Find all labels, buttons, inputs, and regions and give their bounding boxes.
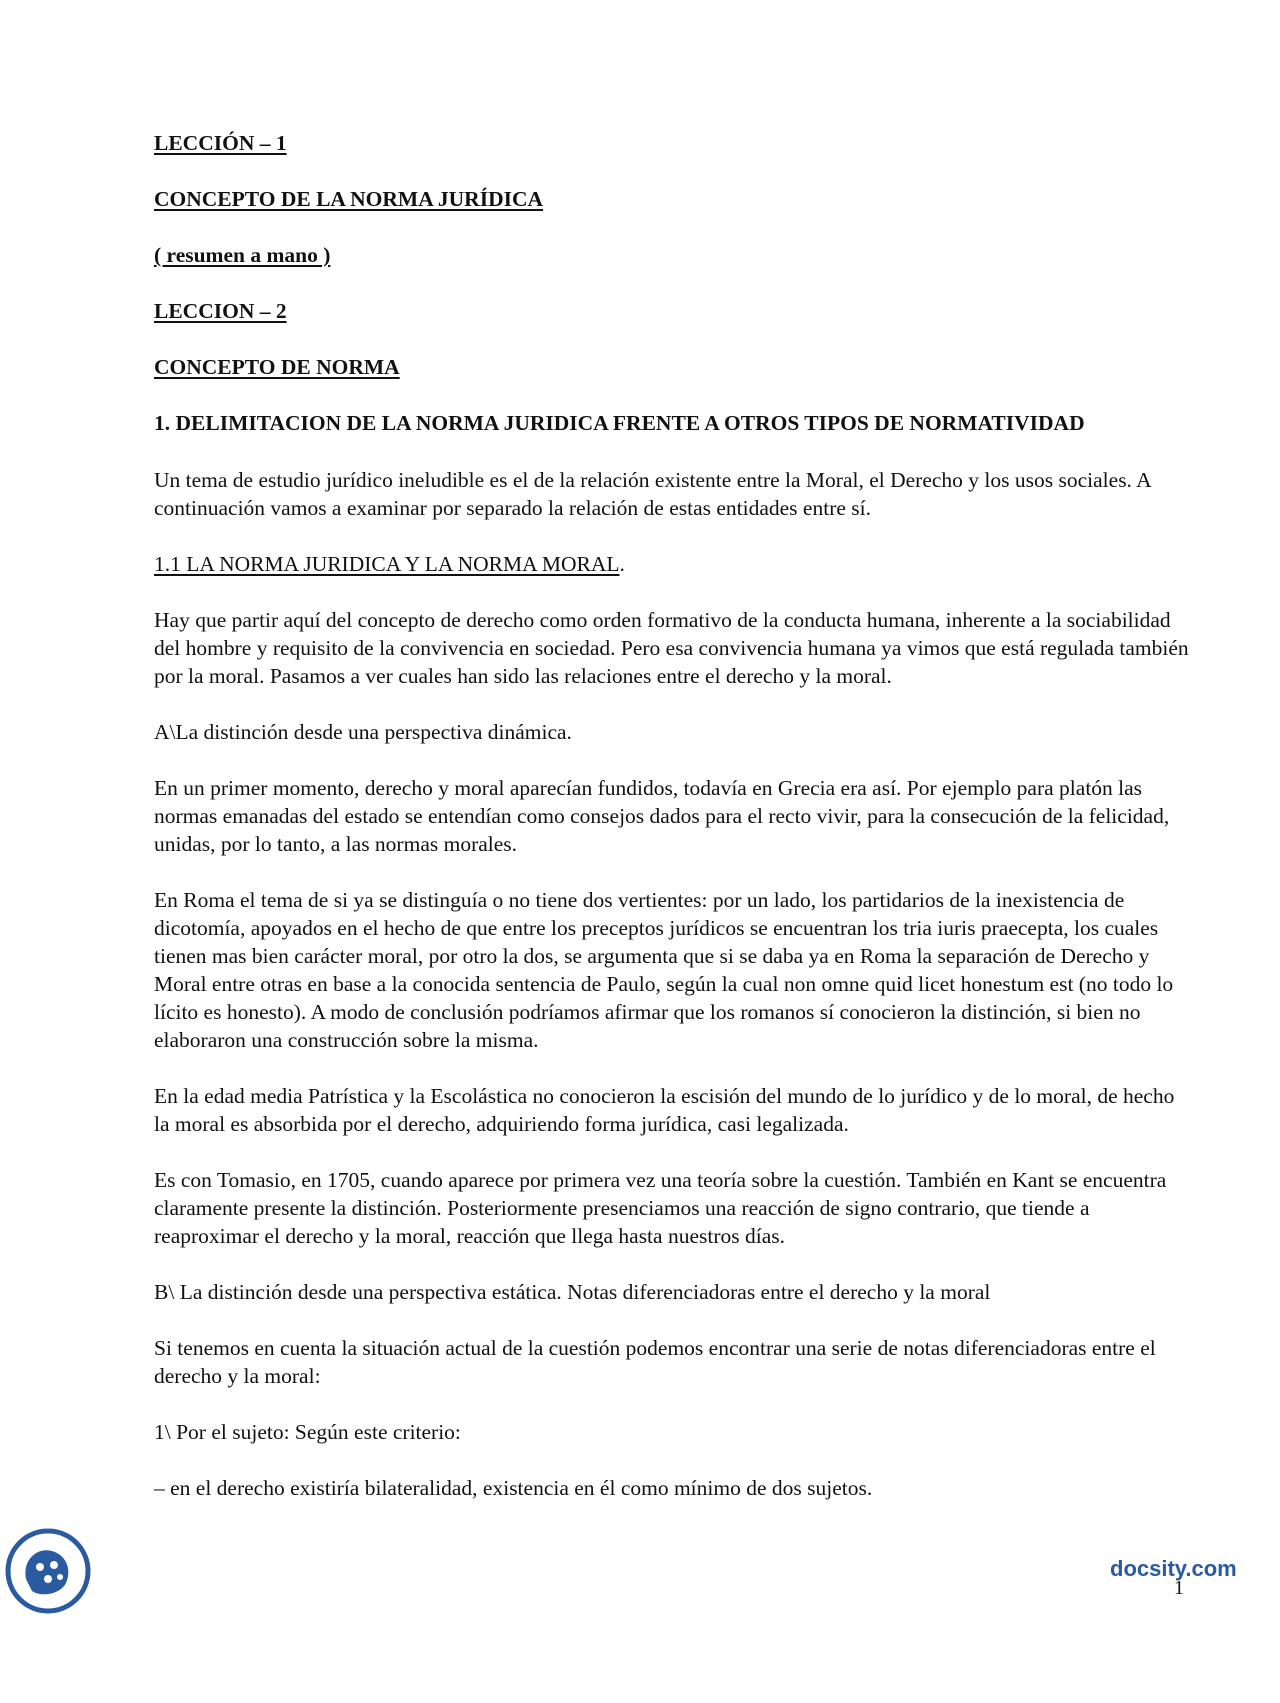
heading-lesson-2: LECCION – 2	[154, 299, 287, 323]
intro-paragraph: Un tema de estudio jurídico ineludible es el de la relación existente entre la Moral, el Derecho y los usos sociales. A continuación vamos a examinar por separado la relación de estas entidades entre sí.	[154, 468, 1151, 520]
paragraph-4: En la edad media Patrística y la Escolástica no conocieron la escisión del mundo de lo jurídico y de lo moral, de hecho la moral es absorbida por el derecho, adquiriendo forma jurídica, casi legalizada.	[154, 1084, 1175, 1136]
paragraph-3: En Roma el tema de si ya se distinguía o no tiene dos vertientes: por un lado, los partidarios de la inexistencia de dicotomía, apoyados en el hecho de que entre los preceptos jurídicos se encuentran los tria iuris praecepta, los cuales tienen mas bien carácter moral, por otro la dos, se argumenta que si se daba ya en Roma la separación de Derecho y Moral entre otras en base a la conocida sentencia de Paulo, según la cual non omne quid licet honestum est (no todo lo lícito es honesto). A modo de conclusión podríamos afirmar que los romanos sí conocieron la distinción, si bien no elaboraron una construcción sobre la misma.	[154, 888, 1174, 1052]
paragraph-6: Si tenemos en cuenta la situación actual de la cuestión podemos encontrar una serie de notas diferenciadoras entre el derecho y la moral:	[154, 1336, 1156, 1388]
docsity-brand-link[interactable]: docsity.com	[1110, 1556, 1237, 1581]
heading-lesson-1: LECCIÓN – 1	[154, 131, 287, 155]
heading-concept-legal-norm: CONCEPTO DE LA NORMA JURÍDICA	[154, 187, 544, 211]
heading-summary-note: ( resumen a mano )	[154, 243, 331, 267]
subsection-title	[154, 550, 1194, 578]
section-b-title: B\ La distinción desde una perspectiva estática. Notas diferenciadoras entre el derecho y la moral	[154, 1280, 991, 1304]
subsection-title-text: 1.1 LA NORMA JURIDICA Y LA NORMA MORAL	[154, 552, 620, 576]
page-number: 1	[1174, 1577, 1184, 1599]
paragraph-1: Hay que partir aquí del concepto de derecho como orden formativo de la conducta humana, inherente a la sociabilidad del hombre y requisito de la convivencia en sociedad. Pero esa convivencia humana ya vimos que está regulada también por la moral. Pasamos a ver cuales han sido las relaciones entre el derecho y la moral.	[154, 608, 1189, 688]
heading-concept-norm: CONCEPTO DE NORMA	[154, 355, 400, 379]
paragraph-5: Es con Tomasio, en 1705, cuando aparece por primera vez una teoría sobre la cuestión. También en Kant se encuentra claramente presente la distinción. Posteriormente presenciamos una reacción de signo contrario, que tiende a reaproximar el derecho y la moral, reacción que llega hasta nuestros días.	[154, 1168, 1167, 1248]
heading-section-1: 1. DELIMITACION DE LA NORMA JURIDICA FRENTE A OTROS TIPOS DE NORMATIVIDAD	[154, 411, 1085, 435]
bullet-1: – en el derecho existiría bilateralidad, existencia en él como mínimo de dos sujetos.	[154, 1476, 873, 1500]
section-a-title: A\La distinción desde una perspectiva dinámica.	[154, 720, 572, 744]
paragraph-2: En un primer momento, derecho y moral aparecían fundidos, todavía en Grecia era así. Por ejemplo para platón las normas emanadas del estado se entendían como consejos dados para el recto vivir, para la consecución de la felicidad, unidas, por lo tanto, a las normas morales.	[154, 776, 1170, 856]
subsection-title-suffix: .	[619, 552, 625, 576]
criterion-1: 1\ Por el sujeto: Según este criterio:	[154, 1420, 461, 1444]
document-page	[154, 130, 1194, 1530]
docsity-logo-icon[interactable]	[4, 1527, 92, 1615]
